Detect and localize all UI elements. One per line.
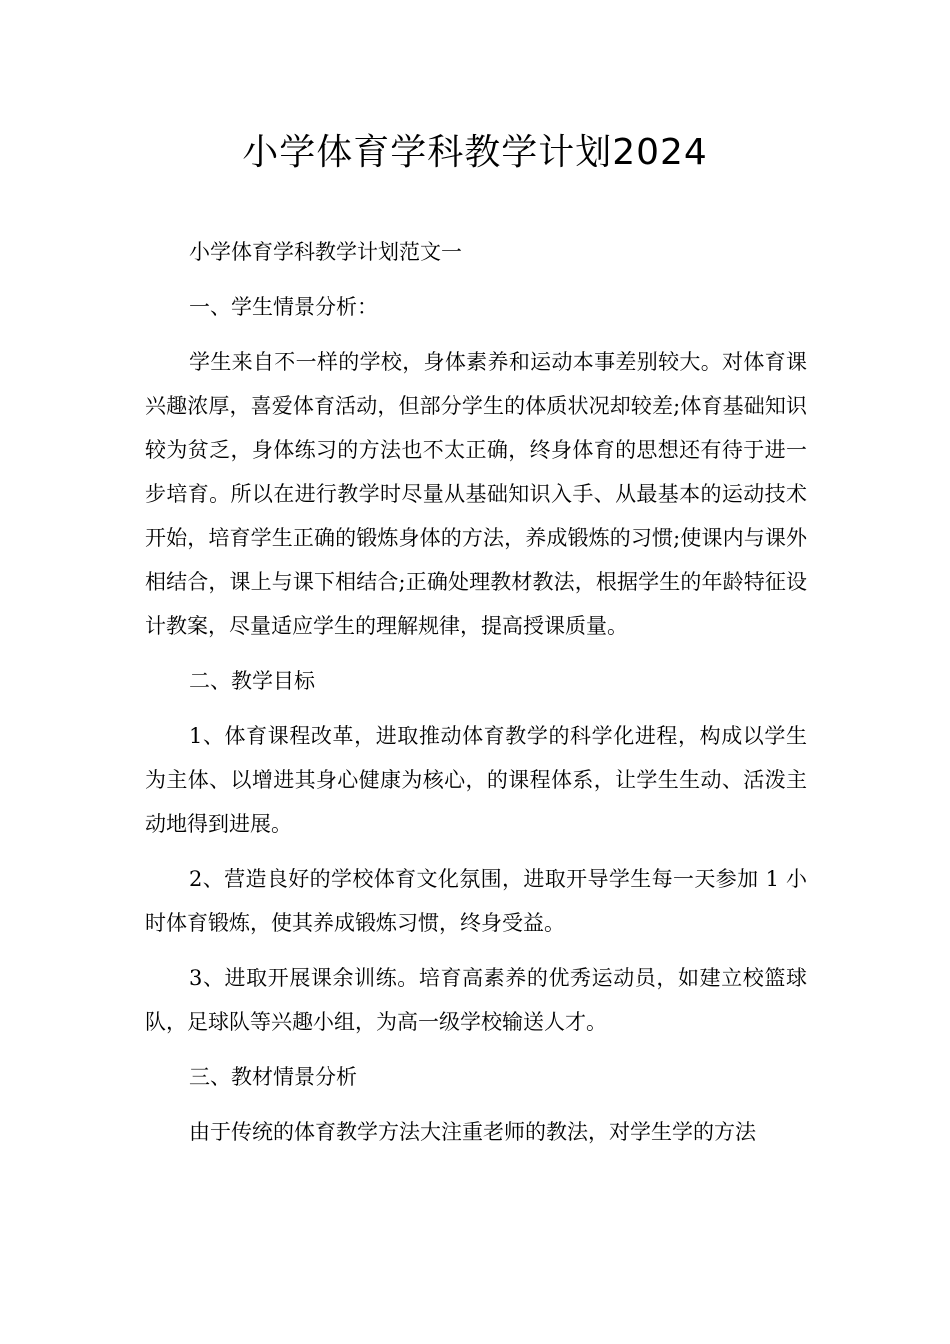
document-body xyxy=(145,230,807,1165)
paragraph-material-analysis: 由于传统的体育教学方法大注重老师的教法，对学生学的方法 xyxy=(189,1120,756,1144)
paragraph-student-analysis: 学生来自不一样的学校，身体素养和运动本事差别较大。对体育课兴趣浓厚，喜爱体育活动，但部分学生的体质状况却较差;体育基础知识较为贫乏，身体练习的方法也不太正确，终身体育的思想还有待于进一步培育。所以在进行教学时尽量从基础知识入手、从最基本的运动技术开始，培育学生正确的锻炼身体的方法，养成锻炼的习惯;使课内与课外相结合，课上与课下相结合;正确处理教材教法，根据学生的年龄特征设计教案，尽量适应学生的理解规律，提高授课质量。 xyxy=(145,350,807,638)
document-title: 小学体育学科教学计划2024 xyxy=(242,132,708,173)
heading-student-analysis: 一、学生情景分析： xyxy=(189,295,378,319)
heading-material-analysis: 三、教材情景分析 xyxy=(189,1065,357,1089)
section-subtitle: 小学体育学科教学计划范文一 xyxy=(189,240,462,264)
paragraph-goal-2: 2、营造良好的学校体育文化氛围，进取开导学生每一天参加 1 小时体育锻炼，使其养成锻炼习惯，终身受益。 xyxy=(145,867,807,935)
paragraph-goal-1: 1、体育课程改革，进取推动体育教学的科学化进程，构成以学生为主体、以增进其身心健康为核心，的课程体系，让学生生动、活泼主动地得到进展。 xyxy=(145,724,807,836)
paragraph-goal-3: 3、进取开展课余训练。培育高素养的优秀运动员，如建立校篮球队，足球队等兴趣小组，为高一级学校输送人才。 xyxy=(145,966,807,1034)
heading-teaching-goals: 二、教学目标 xyxy=(189,669,315,693)
